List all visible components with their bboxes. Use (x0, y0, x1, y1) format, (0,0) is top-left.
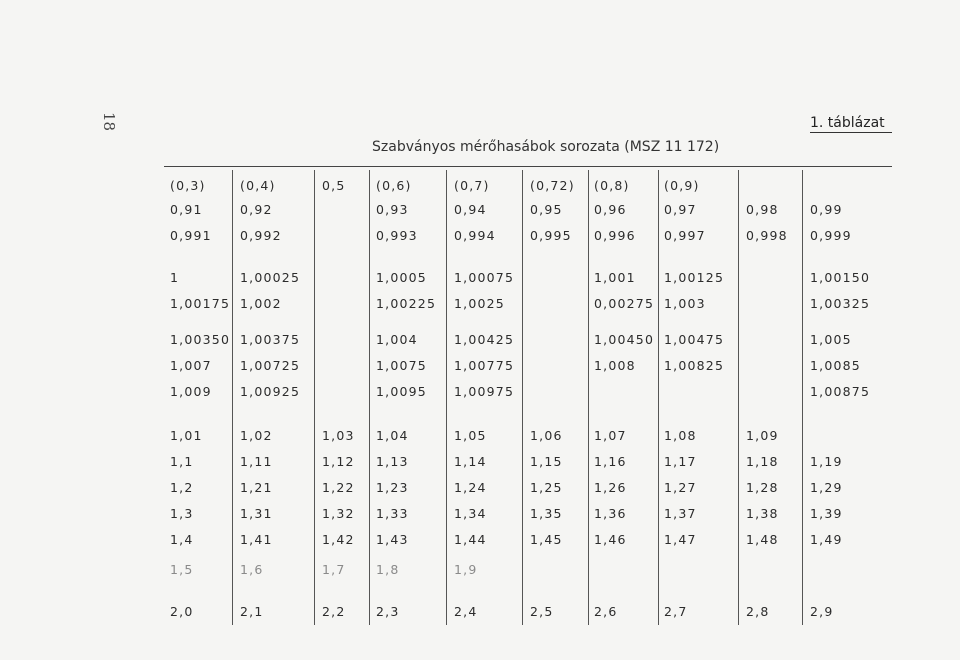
table-cell: 1,00375 (240, 332, 301, 347)
table-title: Szabványos mérőhasábok sorozata (MSZ 11 172) (372, 139, 720, 155)
table-cell: 1,31 (240, 506, 273, 521)
table-cell: 1,005 (810, 332, 852, 347)
table-cell: 1,26 (594, 480, 627, 495)
table-cell: 1,33 (376, 506, 409, 521)
table-cell: 2,4 (454, 604, 478, 619)
table-cell: 1,7 (322, 562, 346, 577)
table-cell: 0,98 (746, 202, 779, 217)
table-cell: 0,998 (746, 228, 788, 243)
table-cell: 1,02 (240, 428, 273, 443)
table-cell: 1,007 (170, 358, 212, 373)
table-label: 1. táblázat (810, 115, 892, 133)
table-cell: 0,994 (454, 228, 496, 243)
table-cell: 2,2 (322, 604, 346, 619)
table-cell: 1,00150 (810, 270, 871, 285)
table-cell: 1,04 (376, 428, 409, 443)
table-cell: 1,47 (664, 532, 697, 547)
table-cell: 1,32 (322, 506, 355, 521)
table-cell: 1,003 (664, 296, 706, 311)
table-cell: 1,002 (240, 296, 282, 311)
table-cell: 1,17 (664, 454, 697, 469)
table-cell: 1,38 (746, 506, 779, 521)
table-cell: 1,44 (454, 532, 487, 547)
table-cell: 0,5 (322, 178, 346, 193)
table-cell: 1,0025 (454, 296, 505, 311)
table-cell: 1,36 (594, 506, 627, 521)
column-divider (522, 170, 523, 625)
table-cell: 1,00425 (454, 332, 515, 347)
table-cell: (0,3) (170, 178, 206, 193)
table-cell: 0,999 (810, 228, 852, 243)
table-cell: 1,13 (376, 454, 409, 469)
table-cell: 1,11 (240, 454, 273, 469)
table-cell: 1,0095 (376, 384, 427, 399)
column-divider (232, 170, 233, 625)
table-cell: 0,92 (240, 202, 273, 217)
table-cell: 1,05 (454, 428, 487, 443)
table-cell: 1,45 (530, 532, 563, 547)
table-cell: 1,4 (170, 532, 194, 547)
table-cell: 1,00875 (810, 384, 871, 399)
column-divider (446, 170, 447, 625)
table-cell: 0,99 (810, 202, 843, 217)
table-cell: 1,06 (530, 428, 563, 443)
table-cell: 0,00275 (594, 296, 655, 311)
table-cell: 1,39 (810, 506, 843, 521)
table-cell: 1,6 (240, 562, 264, 577)
table-cell: 1,09 (746, 428, 779, 443)
table-cell: (0,4) (240, 178, 276, 193)
table-cell: 1,14 (454, 454, 487, 469)
table-cell: 1,29 (810, 480, 843, 495)
column-divider (802, 170, 803, 625)
table-cell: 1,08 (664, 428, 697, 443)
table-cell: 1,008 (594, 358, 636, 373)
table-cell: 0,991 (170, 228, 212, 243)
table-cell: 2,7 (664, 604, 688, 619)
table-cell: 0,995 (530, 228, 572, 243)
column-divider (369, 170, 370, 625)
table-cell: 2,1 (240, 604, 264, 619)
table-cell: 1,43 (376, 532, 409, 547)
table-cell: 2,0 (170, 604, 194, 619)
table-cell: 2,5 (530, 604, 554, 619)
table-cell: 2,9 (810, 604, 834, 619)
table-cell: 1,009 (170, 384, 212, 399)
table-cell: 1,00775 (454, 358, 515, 373)
table-cell: 1,00825 (664, 358, 725, 373)
table-cell: 1,16 (594, 454, 627, 469)
table-cell: 1,001 (594, 270, 636, 285)
table-cell: 1,00075 (454, 270, 515, 285)
table-cell: 0,992 (240, 228, 282, 243)
table-cell: 1,00225 (376, 296, 437, 311)
table-cell: 1,00025 (240, 270, 301, 285)
table-cell: 2,6 (594, 604, 618, 619)
table-cell: 1,21 (240, 480, 273, 495)
table-cell: 2,8 (746, 604, 770, 619)
standard-gauge-block-table (164, 170, 892, 630)
table-cell: 1,27 (664, 480, 697, 495)
column-divider (588, 170, 589, 625)
table-cell: 1,004 (376, 332, 418, 347)
table-cell: 0,996 (594, 228, 636, 243)
table-cell: 0,94 (454, 202, 487, 217)
table-cell: 1 (170, 270, 180, 285)
table-cell: 1,0005 (376, 270, 427, 285)
table-cell: 1,46 (594, 532, 627, 547)
table-cell: 2,3 (376, 604, 400, 619)
column-divider (658, 170, 659, 625)
table-cell: 1,3 (170, 506, 194, 521)
table-cell: 1,34 (454, 506, 487, 521)
table-cell: 1,35 (530, 506, 563, 521)
table-cell: 1,2 (170, 480, 194, 495)
table-cell: 1,37 (664, 506, 697, 521)
table-cell: 1,23 (376, 480, 409, 495)
column-divider (738, 170, 739, 625)
table-cell: 1,00925 (240, 384, 301, 399)
table-cell: 1,00975 (454, 384, 515, 399)
table-cell: 0,997 (664, 228, 706, 243)
table-cell: 1,00125 (664, 270, 725, 285)
table-cell: 1,15 (530, 454, 563, 469)
table-cell: 1,01 (170, 428, 203, 443)
table-cell: (0,7) (454, 178, 490, 193)
page-number: 18 (100, 112, 118, 132)
table-cell: 1,0085 (810, 358, 861, 373)
table-cell: 1,9 (454, 562, 478, 577)
table-cell: 0,97 (664, 202, 697, 217)
table-cell: 0,993 (376, 228, 418, 243)
table-cell: 1,5 (170, 562, 194, 577)
table-cell: 1,1 (170, 454, 194, 469)
column-divider (314, 170, 315, 625)
table-cell: 1,48 (746, 532, 779, 547)
table-cell: 1,00325 (810, 296, 871, 311)
table-cell: 1,49 (810, 532, 843, 547)
table-cell: 0,91 (170, 202, 203, 217)
table-top-rule (164, 166, 892, 167)
table-cell: 1,00725 (240, 358, 301, 373)
table-cell: (0,8) (594, 178, 630, 193)
table-cell: 1,28 (746, 480, 779, 495)
table-cell: 1,07 (594, 428, 627, 443)
table-cell: 1,24 (454, 480, 487, 495)
table-cell: 0,93 (376, 202, 409, 217)
table-cell: (0,9) (664, 178, 700, 193)
table-cell: 0,95 (530, 202, 563, 217)
table-cell: 1,25 (530, 480, 563, 495)
table-cell: 1,00450 (594, 332, 655, 347)
table-cell: (0,72) (530, 178, 575, 193)
table-cell: (0,6) (376, 178, 412, 193)
table-cell: 1,8 (376, 562, 400, 577)
table-cell: 1,41 (240, 532, 273, 547)
table-cell: 1,00350 (170, 332, 231, 347)
table-cell: 1,00475 (664, 332, 725, 347)
table-cell: 1,00175 (170, 296, 231, 311)
table-cell: 1,19 (810, 454, 843, 469)
table-cell: 1,22 (322, 480, 355, 495)
table-cell: 1,12 (322, 454, 355, 469)
table-cell: 0,96 (594, 202, 627, 217)
table-cell: 1,03 (322, 428, 355, 443)
table-cell: 1,42 (322, 532, 355, 547)
table-cell: 1,0075 (376, 358, 427, 373)
table-cell: 1,18 (746, 454, 779, 469)
